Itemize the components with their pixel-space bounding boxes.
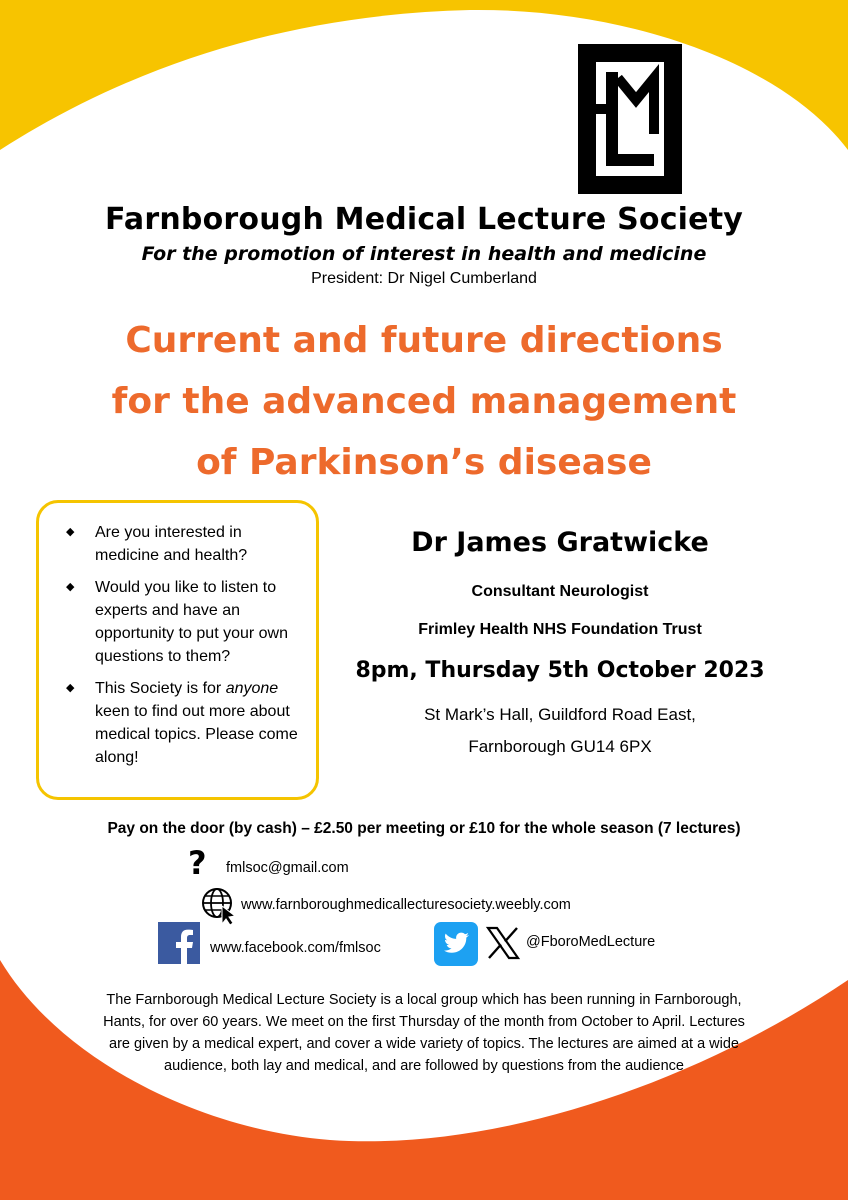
diamond-bullet-icon: ◆ xyxy=(66,682,75,694)
speaker-name: Dr James Gratwicke xyxy=(411,527,709,558)
event-datetime: 8pm, Thursday 5th October 2023 xyxy=(355,658,765,683)
lecture-title-line1: Current and future directions xyxy=(125,320,723,361)
speaker-organisation: Frimley Health NHS Foundation Trust xyxy=(418,621,702,638)
speaker-role: Consultant Neurologist xyxy=(471,583,649,600)
facebook-link[interactable]: www.facebook.com/fmlsoc xyxy=(210,940,381,956)
diamond-bullet-icon: ◆ xyxy=(66,581,75,593)
society-tagline: For the promotion of interest in health and medicine xyxy=(141,243,707,265)
society-title: Farnborough Medical Lecture Society xyxy=(104,202,744,237)
info-bullet: ◆ This Society is for anyone keen to find out more about medical topics. Please come along! xyxy=(60,677,310,769)
diamond-bullet-icon: ◆ xyxy=(66,526,75,538)
fml-monogram-logo xyxy=(578,44,682,194)
globe-cursor-icon xyxy=(200,886,240,926)
twitter-bird-icon[interactable] xyxy=(434,922,478,966)
payment-info: Pay on the door (by cash) – £2.50 per meeting or £10 for the whole season (7 lectures) xyxy=(107,820,741,837)
twitter-handle[interactable]: @FboroMedLecture xyxy=(526,934,656,950)
lecture-title-line3: of Parkinson’s disease xyxy=(196,442,652,483)
info-box xyxy=(36,500,319,800)
info-bullet: ◆ Are you interested in medicine and health? xyxy=(60,521,310,567)
info-bullet: ◆ Would you like to listen to experts and have an opportunity to put your own questions to them? xyxy=(60,576,310,668)
lecture-title xyxy=(40,310,808,493)
president-line: President: Dr Nigel Cumberland xyxy=(311,270,537,287)
lecture-title-line2: for the advanced management xyxy=(111,381,737,422)
venue-line1: St Mark’s Hall, Guildford Road East, xyxy=(424,705,696,724)
question-mark-icon: ? xyxy=(188,844,207,882)
info-bullet-list xyxy=(60,521,310,778)
website-link[interactable]: www.farnboroughmedicallecturesociety.weebly.com xyxy=(241,897,571,913)
emphasis-anyone: anyone xyxy=(225,680,279,697)
about-society-paragraph: The Farnborough Medical Lecture Society is a local group which has been running in Farnborough, Hants, for over 60 years. We meet on the first Thursday of the month from October to April. Lectures are given by a medical expert, and cover a wide variety of topics. The lectures are aimed at a wide audience, both lay and medical, and are followed by questions from the audience xyxy=(103,992,745,1074)
email-link[interactable]: fmlsoc@gmail.com xyxy=(226,860,349,876)
venue-line2: Farnborough GU14 6PX xyxy=(468,737,652,756)
facebook-icon[interactable] xyxy=(158,922,200,964)
x-logo-icon[interactable] xyxy=(485,925,521,961)
